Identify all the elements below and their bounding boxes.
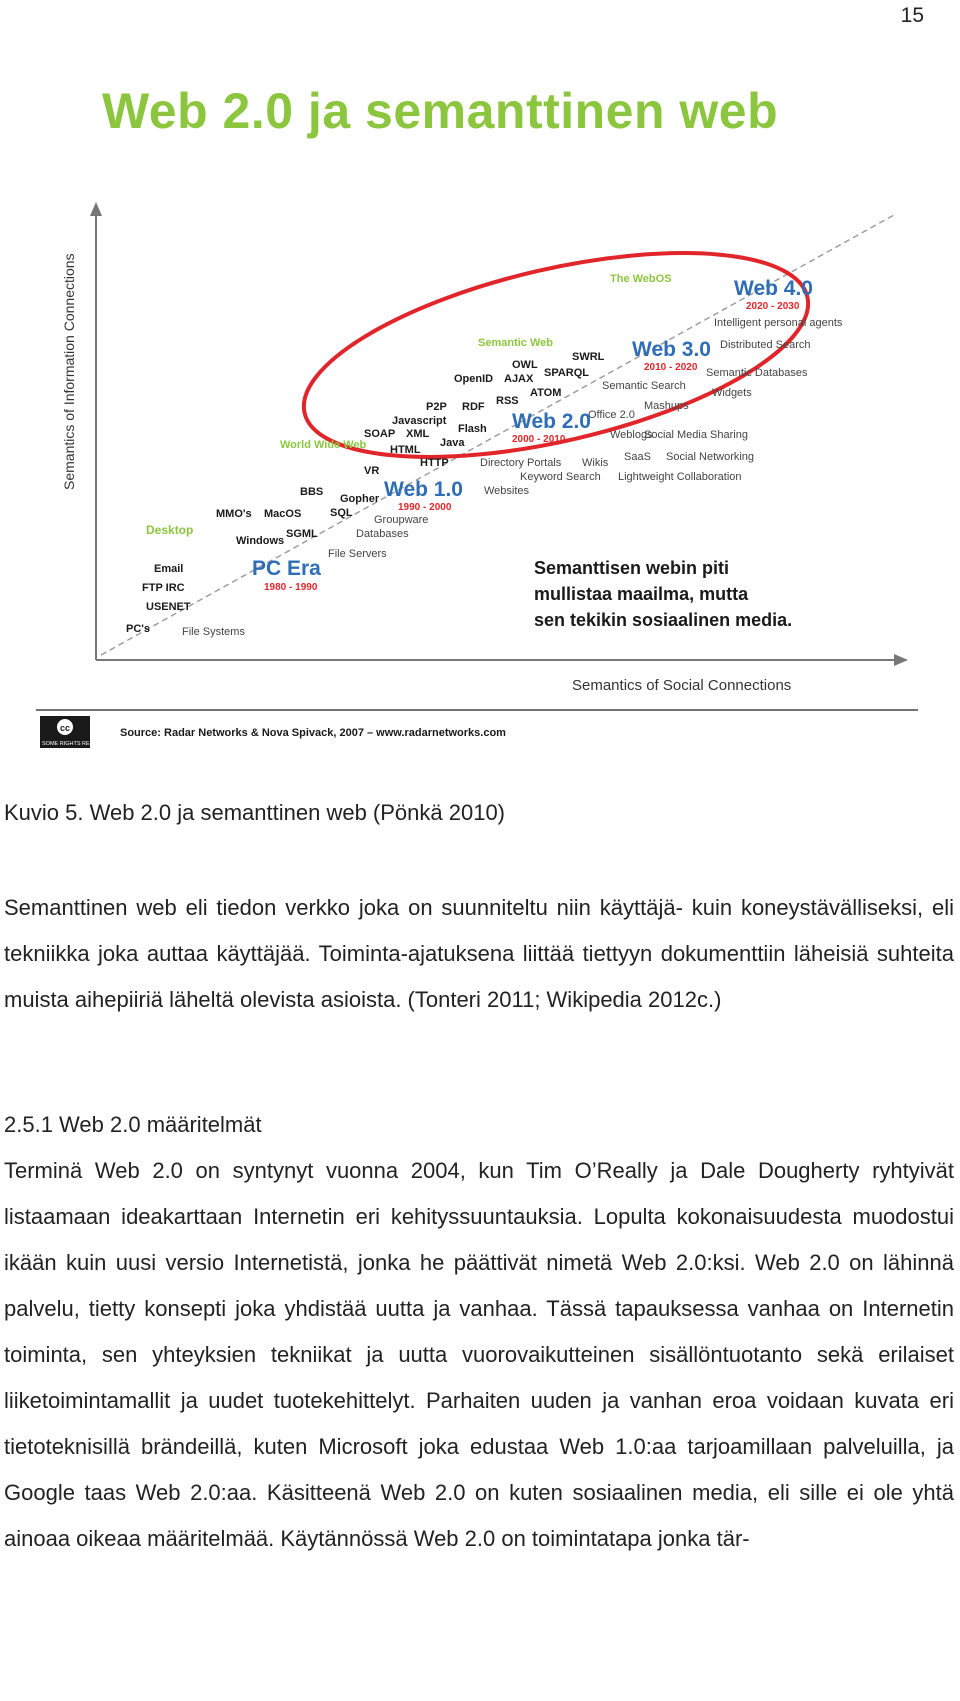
y-axis-label: Semantics of Information Connections [61,253,77,490]
term-keyword-search: Keyword Search [520,471,601,483]
term-sgml: SGML [286,528,318,540]
term-distributed-search: Distributed Search [720,339,811,351]
term-java: Java [440,437,465,449]
term-sql: SQL [330,507,353,519]
term-rss: RSS [496,395,519,407]
term-swrl: SWRL [572,351,605,363]
callout-line-2: mullistaa maailma, mutta [534,584,749,604]
paragraph-1: Semanttinen web eli tiedon verkko joka on suunniteltu niin käyttäjä- kuin koneystävälliseksi, eli tekniikka joka auttaa käyttäjää. Toiminta-ajatuksena liittää tiettyyn dokumenttiin läheisiä suhteita muista aihepiiriä läheltä olevista asioista. (Tonteri 2011; Wikipedia 2012c.) [4,895,954,1012]
term-mmos: MMO's [216,508,252,520]
term-widgets: Widgets [712,387,752,399]
era-pc: PC Era [252,557,321,580]
term-owl: OWL [512,359,538,371]
paragraph-2: Terminä Web 2.0 on syntynyt vuonna 2004, kun Tim O’Really ja Dale Dougherty ryhtyivät listaamaan ideakarttaan Internetin eri kehityssuuntauksia. Lopulta kokonaisuudesta muodostui ikään kuin uusi versio Internetistä, jonka he päättivät nimetä Web 2.0:ksi. Web 2.0 on lähinnä palvelu, tietty konsepti joka yhdistää uutta ja vanhaa. Tässä tapauksessa vanhaa on Internetin toiminta, sen yhteyksien tekniikat ja uutta vuorovaikutteinen sisällöntuotanto sekä erilaiset liiketoimintamallit ja uudet tuotekehittelyt. Parhaiten uuden ja vanhan eroa voidaan kuvata eri tietoteknisillä brändeillä, kuten Microsoft joka edustaa Web 1.0:aa tarjoamillaan palveluilla, ja Google taas Web 2.0:aa. Käsitteenä Web 2.0 on kuten sosiaalinen media, eli sille ei ole yhtä ainoaa oikeaa määritelmää. Käytännössä Web 2.0 on toimintatapa jonka tär- [4,1158,954,1551]
term-office20: Office 2.0 [588,409,635,421]
term-lightweight-collab: Lightweight Collaboration [618,471,742,483]
section-heading: 2.5.1 Web 2.0 määritelmät [4,1112,262,1137]
term-social-media-sharing: Social Media Sharing [644,429,748,441]
term-vr: VR [364,465,380,477]
term-atom: ATOM [530,387,562,399]
term-file-systems: File Systems [182,626,245,638]
evolution-diagram [36,190,918,755]
term-mashups: Mashups [644,400,689,412]
term-p2p: P2P [426,401,447,413]
term-usenet: USENET [146,601,191,613]
figure-caption: Kuvio 5. Web 2.0 ja semanttinen web (Pönkä 2010) [4,800,506,825]
term-soap: SOAP [364,428,396,440]
term-email: Email [154,563,184,575]
term-html: HTML [390,444,421,456]
era-web1-years: 1990 - 2000 [398,502,452,513]
term-http: HTTP [420,457,449,469]
era-pc-years: 1980 - 1990 [264,582,318,593]
label-webos: The WebOS [610,273,672,285]
era-web2-years: 2000 - 2010 [512,434,566,445]
term-databases: Databases [356,528,409,540]
callout-line-3: sen tekikin sosiaalinen media. [534,610,793,630]
term-windows: Windows [236,535,285,547]
term-macos: MacOS [264,508,302,520]
term-intelligent-agents: Intelligent personal agents [714,317,843,329]
era-web3: Web 3.0 [632,338,711,361]
term-sparql: SPARQL [544,367,590,379]
callout-line-1: Semanttisen webin piti [534,558,730,578]
figure [30,60,930,760]
term-weblogs: Weblogs [610,429,653,441]
term-ajax: AJAX [504,373,534,385]
term-semantic-databases: Semantic Databases [706,367,808,379]
term-openid: OpenID [454,373,494,385]
label-semantic-web: Semantic Web [478,337,553,349]
term-wikis: Wikis [582,457,609,469]
term-flash: Flash [458,423,487,435]
term-gopher: Gopher [340,493,380,505]
era-web1: Web 1.0 [384,478,463,501]
term-social-networking: Social Networking [666,451,755,463]
term-file-servers: File Servers [328,548,387,560]
label-desktop: Desktop [146,523,194,537]
era-web3-years: 2010 - 2020 [644,362,698,373]
term-ftp-irc: FTP IRC [142,582,185,594]
svg-text:cc: cc [60,723,71,733]
term-semantic-search: Semantic Search [602,380,686,392]
page-number: 15 [900,4,924,27]
term-bbs: BBS [300,486,324,498]
era-web4-years: 2020 - 2030 [746,301,800,312]
figure-title: Web 2.0 ja semanttinen web [102,83,779,139]
term-directory-portals: Directory Portals [480,457,562,469]
term-groupware: Groupware [374,514,429,526]
term-pcs: PC's [126,623,151,635]
term-websites: Websites [484,485,530,497]
cc-label: SOME RIGHTS RESERVED [42,741,113,747]
era-web4: Web 4.0 [734,277,813,300]
term-saas: SaaS [624,451,651,463]
term-rdf: RDF [462,401,485,413]
era-web2: Web 2.0 [512,410,591,433]
term-xml: XML [406,428,430,440]
term-javascript: Javascript [392,415,447,427]
x-axis-label: Semantics of Social Connections [572,677,792,694]
label-www: World Wide Web [280,439,367,451]
source-text: Source: Radar Networks & Nova Spivack, 2007 – www.radarnetworks.com [120,727,506,739]
